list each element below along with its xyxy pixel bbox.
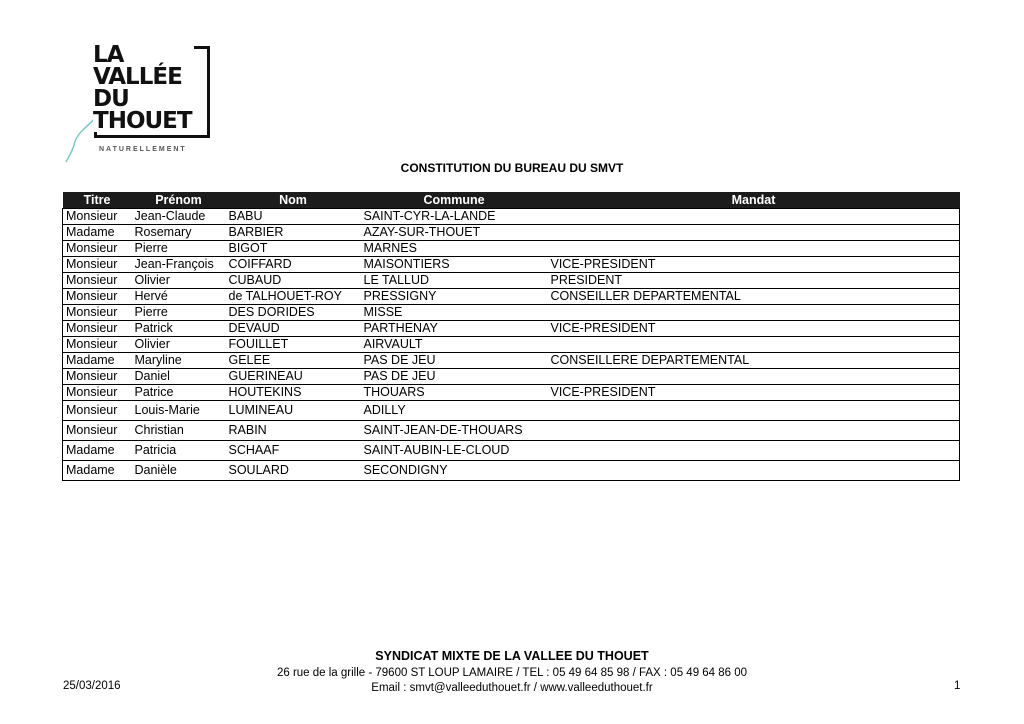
cell-mandat — [548, 241, 960, 257]
cell-prenom: Jean-Claude — [132, 209, 226, 225]
cell-titre: Madame — [63, 353, 132, 369]
cell-mandat: CONSEILLERE DEPARTEMENTAL — [548, 353, 960, 369]
cell-mandat — [548, 401, 960, 421]
cell-nom: SOULARD — [226, 461, 361, 481]
logo — [62, 40, 222, 165]
cell-commune: THOUARS — [361, 385, 548, 401]
cell-prenom: Christian — [132, 421, 226, 441]
table-header-row — [63, 192, 960, 209]
footer-email: Email : smvt@valleeduthouet.fr / www.valleeduthouet.fr — [371, 682, 653, 694]
cell-prenom: Danièle — [132, 461, 226, 481]
table-row — [63, 257, 960, 273]
cell-titre: Monsieur — [63, 385, 132, 401]
cell-mandat — [548, 369, 960, 385]
cell-nom: BARBIER — [226, 225, 361, 241]
cell-prenom: Maryline — [132, 353, 226, 369]
table-row — [63, 385, 960, 401]
footer-org: SYNDICAT MIXTE DE LA VALLEE DU THOUET — [375, 649, 649, 663]
cell-titre: Monsieur — [63, 321, 132, 337]
cell-nom: DEVAUD — [226, 321, 361, 337]
table-row — [63, 225, 960, 241]
page-number: 1 — [954, 680, 961, 692]
cell-mandat — [548, 305, 960, 321]
table-row — [63, 353, 960, 369]
cell-nom: CUBAUD — [226, 273, 361, 289]
document-title: CONSTITUTION DU BUREAU DU SMVT — [400, 161, 624, 175]
footer-date: 25/03/2016 — [63, 680, 121, 692]
cell-prenom: Rosemary — [132, 225, 226, 241]
cell-titre: Madame — [63, 461, 132, 481]
table-row — [63, 461, 960, 481]
cell-nom: BABU — [226, 209, 361, 225]
cell-nom: GELEE — [226, 353, 361, 369]
cell-commune: LE TALLUD — [361, 273, 548, 289]
cell-mandat — [548, 209, 960, 225]
cell-nom: DES DORIDES — [226, 305, 361, 321]
cell-nom: HOUTEKINS — [226, 385, 361, 401]
header-titre: Titre — [63, 192, 132, 209]
cell-mandat: PRESIDENT — [548, 273, 960, 289]
table-row — [63, 441, 960, 461]
cell-prenom: Pierre — [132, 241, 226, 257]
table-row — [63, 241, 960, 257]
cell-prenom: Patrick — [132, 321, 226, 337]
cell-mandat: VICE-PRESIDENT — [548, 385, 960, 401]
cell-commune: MISSE — [361, 305, 548, 321]
logo-tagline: NATURELLEMENT — [99, 146, 187, 153]
header-prenom: Prénom — [132, 192, 226, 209]
cell-titre: Monsieur — [63, 289, 132, 305]
cell-mandat — [548, 421, 960, 441]
cell-nom: BIGOT — [226, 241, 361, 257]
cell-mandat: VICE-PRESIDENT — [548, 257, 960, 273]
cell-commune: SECONDIGNY — [361, 461, 548, 481]
cell-prenom: Olivier — [132, 273, 226, 289]
cell-commune: MAISONTIERS — [361, 257, 548, 273]
footer-address: 26 rue de la grille - 79600 ST LOUP LAMAIRE / TEL : 05 49 64 85 98 / FAX : 05 49 64 86 00 — [276, 667, 748, 679]
cell-commune: SAINT-AUBIN-LE-CLOUD — [361, 441, 548, 461]
cell-mandat: CONSEILLER DEPARTEMENTAL — [548, 289, 960, 305]
cell-mandat — [548, 461, 960, 481]
table-row — [63, 321, 960, 337]
cell-prenom: Olivier — [132, 337, 226, 353]
cell-commune: PARTHENAY — [361, 321, 548, 337]
cell-titre: Monsieur — [63, 369, 132, 385]
cell-prenom: Daniel — [132, 369, 226, 385]
logo-wordmark: LA VALLÉE DU THOUET — [93, 42, 192, 134]
cell-commune: AZAY-SUR-THOUET — [361, 225, 548, 241]
cell-commune: ADILLY — [361, 401, 548, 421]
table-row — [63, 273, 960, 289]
table-row — [63, 209, 960, 225]
cell-commune: AIRVAULT — [361, 337, 548, 353]
cell-prenom: Hervé — [132, 289, 226, 305]
cell-commune: SAINT-CYR-LA-LANDE — [361, 209, 548, 225]
cell-mandat — [548, 225, 960, 241]
cell-mandat — [548, 441, 960, 461]
cell-titre: Madame — [63, 441, 132, 461]
table-row — [63, 289, 960, 305]
cell-nom: GUERINEAU — [226, 369, 361, 385]
header-mandat: Mandat — [548, 192, 960, 209]
cell-nom: COIFFARD — [226, 257, 361, 273]
table-row — [63, 421, 960, 441]
cell-prenom: Patrice — [132, 385, 226, 401]
cell-commune: PRESSIGNY — [361, 289, 548, 305]
table-row — [63, 401, 960, 421]
cell-nom: RABIN — [226, 421, 361, 441]
cell-nom: de TALHOUET-ROY — [226, 289, 361, 305]
header-commune: Commune — [361, 192, 548, 209]
cell-nom: SCHAAF — [226, 441, 361, 461]
cell-titre: Monsieur — [63, 305, 132, 321]
cell-prenom: Pierre — [132, 305, 226, 321]
table-row — [63, 305, 960, 321]
table-row — [63, 337, 960, 353]
cell-titre: Monsieur — [63, 209, 132, 225]
cell-titre: Madame — [63, 225, 132, 241]
cell-prenom: Louis-Marie — [132, 401, 226, 421]
cell-titre: Monsieur — [63, 257, 132, 273]
table-row — [63, 369, 960, 385]
cell-titre: Monsieur — [63, 337, 132, 353]
cell-prenom: Jean-François — [132, 257, 226, 273]
cell-commune: PAS DE JEU — [361, 353, 548, 369]
cell-commune: PAS DE JEU — [361, 369, 548, 385]
header-nom: Nom — [226, 192, 361, 209]
cell-titre: Monsieur — [63, 241, 132, 257]
cell-commune: MARNES — [361, 241, 548, 257]
cell-mandat — [548, 337, 960, 353]
cell-mandat: VICE-PRESIDENT — [548, 321, 960, 337]
cell-nom: LUMINEAU — [226, 401, 361, 421]
bureau-table — [62, 192, 960, 481]
cell-titre: Monsieur — [63, 273, 132, 289]
cell-nom: FOUILLET — [226, 337, 361, 353]
cell-titre: Monsieur — [63, 401, 132, 421]
cell-titre: Monsieur — [63, 421, 132, 441]
cell-prenom: Patricia — [132, 441, 226, 461]
cell-commune: SAINT-JEAN-DE-THOUARS — [361, 421, 548, 441]
